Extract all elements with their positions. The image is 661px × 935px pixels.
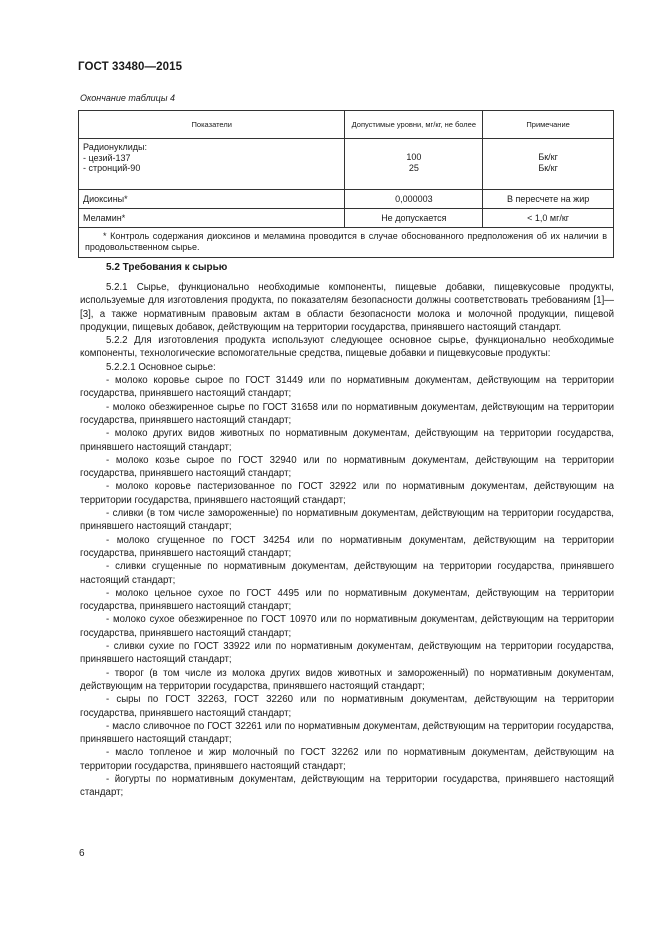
- header-note: Примечание: [483, 111, 614, 139]
- table-footnote: [79, 228, 614, 258]
- list-item: - молоко цельное сухое по ГОСТ 4495 или по нормативным документам, действующим на территории государства, принявшего настоящий стандарт;: [80, 587, 614, 613]
- dioxins-name: Диоксины*: [79, 190, 345, 209]
- dioxins-note: В пересчете на жир: [483, 190, 614, 209]
- list-item: - сливки (в том числе замороженные) по нормативным документам, действующим на территории государства, принявшего настоящий стандарт;: [80, 508, 614, 533]
- page-number: 6: [79, 848, 85, 859]
- list-item: - сливки сухие по ГОСТ 33922 или по нормативным документам, действующим на территории государства, принявшего настоящий стандарт;: [80, 641, 614, 666]
- strontium-level: 25: [408, 162, 419, 173]
- strontium-name: - стронций-90: [83, 163, 141, 173]
- list-item: - молоко коровье пастеризованное по ГОСТ 32922 или по нормативным документам, действующим на территории государства, принявшего настоящий стандарт;: [80, 481, 614, 506]
- melamine-note: < 1,0 мг/кг: [483, 209, 614, 228]
- list-item: - молоко сухое обезжиренное по ГОСТ 10970 или по нормативным документам, действующим на территории государства, принявшего настоящий стандарт;: [80, 614, 614, 639]
- list-item: - масло топленое и жир молочный по ГОСТ 32262 или по нормативным документам, действующим на территории государства, принявшего настоящий стандарт;: [80, 747, 614, 772]
- table-caption: Окончание таблицы 4: [80, 93, 175, 103]
- list-item: - творог (в том числе из молока других видов животных и замороженный) по нормативным документам, действующим на территории государства, принявшего настоящий стандарт;: [80, 667, 614, 692]
- radionuclides-note-cell: [483, 139, 614, 190]
- section-body: [80, 281, 614, 800]
- standard-number: ГОСТ 33480—2015: [78, 61, 183, 73]
- list-item: - молоко обезжиренное сырье по ГОСТ 31658 или по нормативным документам, действующим на территории государства, принявшего настоящий стандарт;: [80, 401, 614, 426]
- header-levels: Допустимые уровни, мг/кг, не более: [345, 111, 483, 139]
- melamine-level: Не допускается: [345, 209, 483, 228]
- table-row-dioxins: [79, 190, 614, 209]
- cesium-note: Бк/кг: [538, 152, 558, 162]
- paragraph: 5.2.2 Для изготовления продукта используют следующее основное сырье, функционально необходимые компоненты, технологические вспомогательные средства, пищевые добавки и пищевкусовые продукты:: [80, 335, 614, 360]
- list-item: - молоко сгущенное по ГОСТ 34254 или по нормативным документам, действующим на территории государства, принявшего настоящий стандарт;: [80, 534, 614, 559]
- radionuclides-levels-cell: [345, 139, 483, 190]
- table-footnote-row: [79, 228, 614, 258]
- paragraph: 5.2.2.1 Основное сырье:: [106, 361, 216, 373]
- safety-table: [78, 110, 614, 258]
- list-item: - сыры по ГОСТ 32263, ГОСТ 32260 или по нормативным документам, действующим на территории государства, принявшего настоящий стандарт;: [80, 694, 614, 719]
- list-item: - сливки сгущенные по нормативным документам, действующим на территории государства, принявшего настоящий стандарт;: [80, 561, 614, 586]
- table-header-row: [79, 111, 614, 139]
- list-item: - йогурты по нормативным документам, действующим на территории государства, принявшего настоящий стандарт;: [80, 773, 614, 799]
- paragraph: 5.2.1 Сырье, функционально необходимые компоненты, пищевые добавки, пищевкусовые продукты, используемые для изготовления продукта, по показателям безопасности должны соответствовать требованиям [1]—[3], а также нормативным правовым актам в области безопасности молока и молочной продукции, пищевой продукции, пищевых добавок, действующим на территории государства, принявшего настоящий стандарт.: [80, 282, 614, 333]
- radionuclides-label: Радионуклиды:: [83, 142, 148, 152]
- list-item: - молоко коровье сырое по ГОСТ 31449 или по нормативным документам, действующим на территории государства, принявшего настоящий стандарт;: [80, 375, 614, 400]
- list-item: - масло сливочное по ГОСТ 32261 или по нормативным документам, действующим на территории государства, принявшего настоящий стандарт;: [80, 720, 614, 746]
- list-item: - молоко других видов животных по нормативным документам, действующим на территории государства, принявшего настоящий стандарт;: [80, 428, 614, 453]
- section-heading: 5.2 Требования к сырью: [106, 262, 228, 273]
- dioxins-level: 0,000003: [345, 190, 483, 209]
- radionuclides-cell: [79, 139, 345, 190]
- table-row-melamine: [79, 209, 614, 228]
- cesium-level: 100: [406, 152, 422, 162]
- melamine-name: Меламин*: [79, 209, 345, 228]
- list-item: - молоко козье сырое по ГОСТ 32940 или по нормативным документам, действующим на территории государства, принявшего настоящий стандарт;: [80, 454, 614, 480]
- strontium-note: Бк/кг: [538, 162, 558, 173]
- table-row-radionuclides: [79, 139, 614, 190]
- cesium-name: - цезий-137: [83, 152, 131, 163]
- footnote-text: * Контроль содержания диоксинов и меламина проводится в случае обоснованного предположения об их наличии в продовольственном сырье.: [85, 231, 607, 252]
- header-indicator: Показатели: [79, 111, 345, 139]
